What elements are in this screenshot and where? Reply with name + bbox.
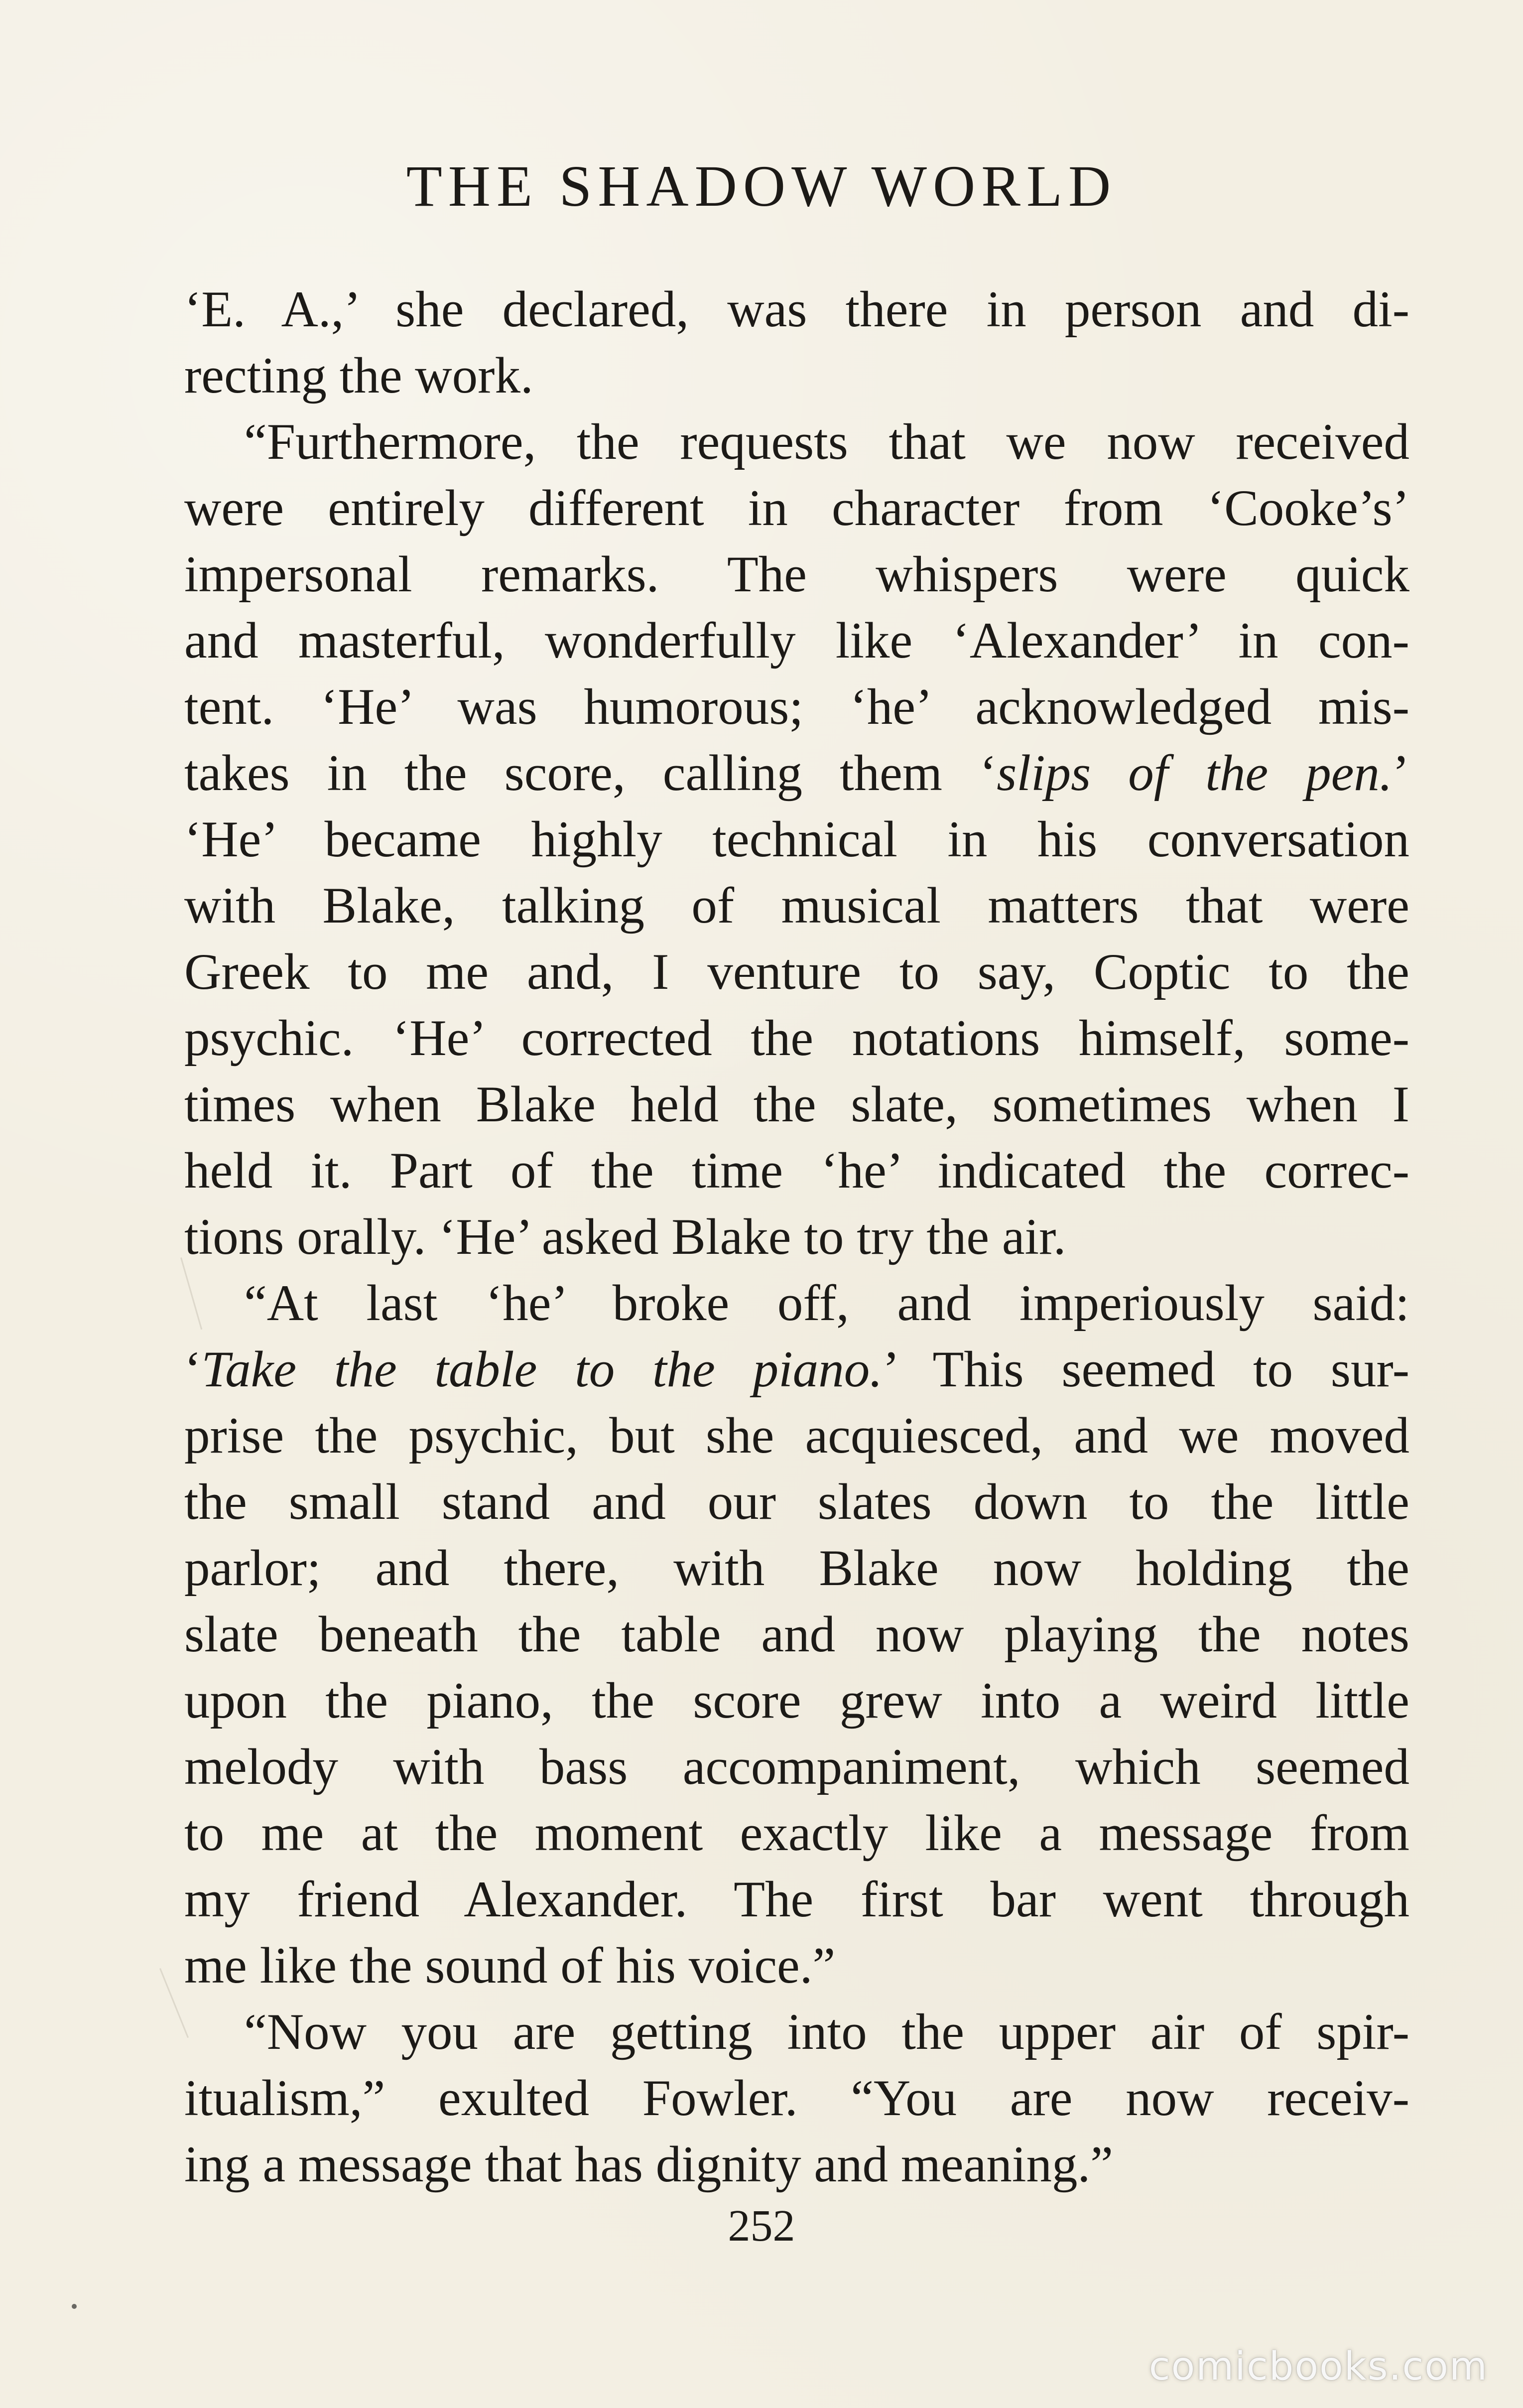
text-line: upon the piano, the score grew into a weird little — [184, 1672, 1409, 1729]
text-line: melody with bass accompaniment, which seemed — [184, 1739, 1409, 1795]
text-line: my friend Alexander. The first bar went through — [184, 1871, 1409, 1928]
text-segment: ’ — [1392, 745, 1409, 802]
quoted-phrase: Take the table to the piano. — [201, 1341, 883, 1398]
text-line: with Blake, talking of musical matters that were — [184, 877, 1409, 934]
text-line: tions orally. ‘He’ asked Blake to try the air. — [184, 1208, 1066, 1265]
text-line: impersonal remarks. The whispers were quick — [184, 546, 1409, 603]
text-line — [184, 740, 1409, 806]
page-body — [184, 276, 1409, 2198]
text-line: ‘He’ became highly technical in his conversation — [184, 811, 1409, 868]
text-line: to me at the moment exactly like a message from — [184, 1805, 1409, 1862]
text-line: ing a message that has dignity and meaning.” — [184, 2136, 1113, 2193]
text-line: ‘E. A.,’ she declared, was there in person and di- — [184, 281, 1409, 338]
text-line: were entirely different in character from ‘Cooke’s’ — [184, 480, 1409, 536]
text-line: psychic. ‘He’ corrected the notations himself, some- — [184, 1010, 1409, 1067]
page-number: 252 — [728, 2201, 795, 2251]
text-line: parlor; and there, with Blake now holding the — [184, 1540, 1409, 1597]
text-line: slate beneath the table and now playing the notes — [184, 1606, 1409, 1663]
quoted-phrase: slips of the pen. — [997, 745, 1393, 802]
text-line: prise the psychic, but she acquiesced, and we moved — [184, 1407, 1409, 1464]
text-line: tent. ‘He’ was humorous; ‘he’ acknowledged mis- — [184, 678, 1409, 735]
text-segment: ’ This seemed to sur- — [882, 1341, 1409, 1398]
paper-speck — [72, 2304, 77, 2309]
text-line: “At last ‘he’ broke off, and imperiously said: — [244, 1275, 1409, 1332]
text-segment: ‘ — [184, 1341, 202, 1398]
text-line: recting the work. — [184, 347, 533, 404]
text-line: times when Blake held the slate, sometimes when I — [184, 1076, 1409, 1133]
text-line: and masterful, wonderfully like ‘Alexander’ in con- — [184, 612, 1409, 669]
text-line — [184, 1337, 1409, 1403]
text-segment: takes in the score, calling them ‘ — [184, 745, 997, 802]
site-watermark: comicbooks.com — [1148, 2344, 1488, 2389]
text-line: “Now you are getting into the upper air of spir- — [244, 2004, 1409, 2060]
running-head: THE SHADOW WORLD — [406, 153, 1117, 219]
text-line: itualism,” exulted Fowler. “You are now receiv- — [184, 2070, 1409, 2127]
text-line: Greek to me and, I venture to say, Coptic to the — [184, 943, 1409, 1000]
text-line: held it. Part of the time ‘he’ indicated the correc- — [184, 1142, 1409, 1199]
text-line: me like the sound of his voice.” — [184, 1937, 836, 1994]
text-line: the small stand and our slates down to the little — [184, 1473, 1409, 1530]
text-line: “Furthermore, the requests that we now received — [244, 413, 1409, 470]
